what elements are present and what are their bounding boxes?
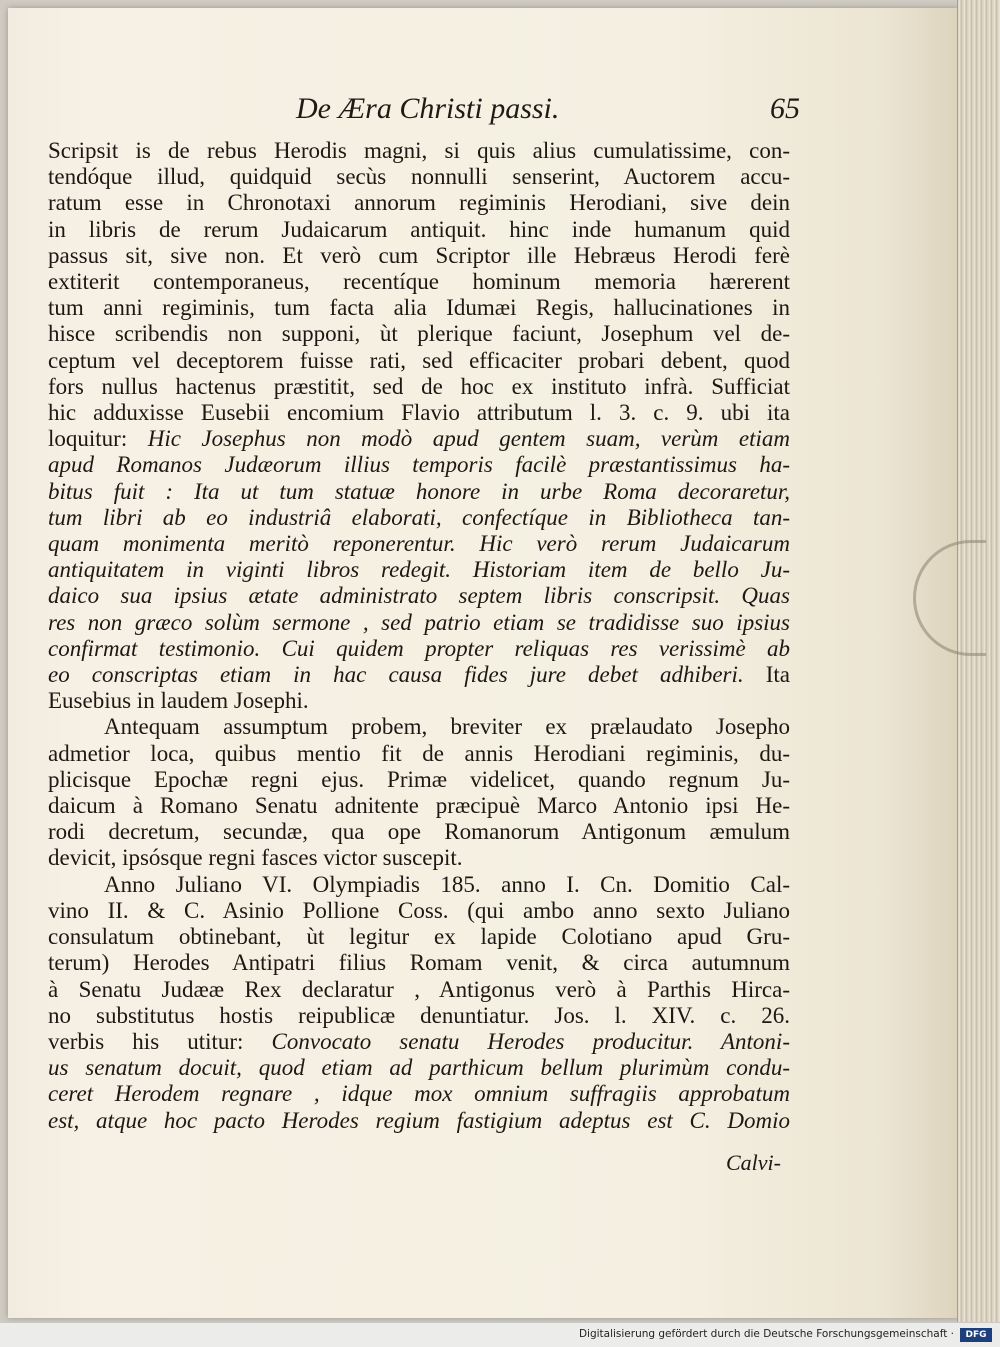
footer-bar [0, 1322, 1000, 1347]
text-line: tum anni regiminis, tum facta alia Idumæi Regis, hallucinationes in [48, 295, 790, 321]
text-line: Eusebius in laudem Josephi. [48, 688, 309, 714]
running-title: De Æra Christi passi. [296, 92, 560, 125]
italic-quote: Convocato senatu Herodes producitur. Antoni- [271, 1028, 790, 1054]
text-line: res non græco solùm sermone , sed patrio etiam se tradidisse suo ipsius [48, 609, 790, 635]
text-line: Antequam assumptum probem, breviter ex prælaudato Josepho [104, 714, 790, 740]
text-line: ceret Herodem regnare , idque mox omnium suffragiis approbatum [48, 1081, 790, 1107]
text-line: ceptum vel deceptorem fuisse rati, sed efficaciter probari debent, quod [48, 347, 790, 373]
text-line [48, 1029, 790, 1055]
text-line: à Senatu Judææ Rex declaratur , Antigonus verò à Parthis Hirca- [48, 976, 790, 1002]
text-line: tum libri ab eo industriâ elaborati, confectíque in Bibliotheca tan- [48, 504, 790, 530]
text-line: ratum esse in Chronotaxi annorum regiminis Herodiani, sive dein [48, 190, 790, 216]
text-line: us senatum docuit, quod etiam ad parthicum bellum plurimùm condu- [48, 1055, 790, 1081]
italic-quote: eo conscriptas etiam in hac causa fides jure debet adhiberi. [48, 662, 766, 688]
text-line: bitus fuit : Ita ut tum statuæ honore in urbe Roma decoraretur, [48, 478, 790, 504]
text-line: admetior loca, quibus mentio fit de annis Herodiani regiminis, du- [48, 740, 790, 766]
text-line: extiterit contemporaneus, recentíque hominum memoria hærerent [48, 269, 790, 295]
plain-text: loquitur: [48, 426, 148, 452]
text-line: daico sua ipsius ætate administrato septem libris conscripsit. Quas [48, 583, 790, 609]
text-line: terum) Herodes Antipatri filius Romam venit, & circa autumnum [48, 950, 790, 976]
text-line: rodi decretum, secundæ, qua ope Romanorum Antigonum æmulum [48, 819, 790, 845]
text-line: vino II. & C. Asinio Pollione Coss. (qui ambo anno sexto Juliano [48, 897, 790, 923]
plain-text: verbis his utitur: [48, 1028, 272, 1054]
text-line: devicit, ipsósque regni fasces victor suscepit. [48, 845, 463, 871]
text-line: fors nullus hactenus præstitit, sed de hoc ex instituto infrà. Sufficiat [48, 373, 790, 399]
text-line: hic adduxisse Eusebii encomium Flavio attributum l. 3. c. 9. ubi ita [48, 400, 790, 426]
text-line: apud Romanos Judæorum illius temporis facilè præstantissimus ha- [48, 452, 790, 478]
text-line: Anno Juliano VI. Olympiadis 185. anno I. Cn. Domitio Cal- [104, 871, 790, 897]
dfg-logo: DFG [960, 1328, 992, 1342]
page-edges [957, 0, 1000, 1322]
text-line: est, atque hoc pacto Herodes regium fastigium adeptus est C. Domio [48, 1107, 790, 1133]
text-line: no substitutus hostis reipublicæ denuntiatur. Jos. l. XIV. c. 26. [48, 1002, 790, 1028]
text-line: consulatum obtinebant, ùt legitur ex lapide Colotiano apud Gru- [48, 924, 790, 950]
page-number: 65 [770, 92, 800, 125]
text-line: quam monimenta meritò reponerentur. Hic verò rerum Judaicarum [48, 531, 790, 557]
text-line: tendóque illud, quidquid secùs nonnulli senserint, Auctorem accu- [48, 164, 790, 190]
text-line: in libris de rerum Judaicarum antiquit. hinc inde humanum quid [48, 216, 790, 242]
catchword: Calvi- [726, 1150, 781, 1175]
page-header [68, 92, 800, 136]
text-line: daicum à Romano Senatu adnitente præcipuè Marco Antonio ipsi He- [48, 793, 790, 819]
body-text [48, 138, 790, 1134]
text-line: passus sit, sive non. Et verò cum Scriptor ille Hebræus Herodi ferè [48, 242, 790, 268]
text-line: plicisque Epochæ regni ejus. Primæ videlicet, quando regnum Ju- [48, 766, 790, 792]
text-line: confirmat testimonio. Cui quidem propter reliquas res verissimè ab [48, 635, 790, 661]
book-page [8, 8, 960, 1318]
footer-credit: Digitalisierung gefördert durch die Deutsche Forschungsgemeinschaft · [578, 1328, 954, 1340]
text-line [48, 426, 790, 452]
text-line [48, 662, 790, 688]
plain-text: Ita [765, 662, 790, 688]
italic-quote: Hic Josephus non modò apud gentem suam, verùm etiam [147, 426, 790, 452]
text-line: Scripsit is de rebus Herodis magni, si quis alius cumulatissime, con- [48, 138, 790, 163]
text-line: hisce scribendis non supponi, ùt plerique faciunt, Josephum vel de- [48, 321, 790, 347]
text-line: antiquitatem in viginti libros redegit. Historiam item de bello Ju- [48, 557, 790, 583]
